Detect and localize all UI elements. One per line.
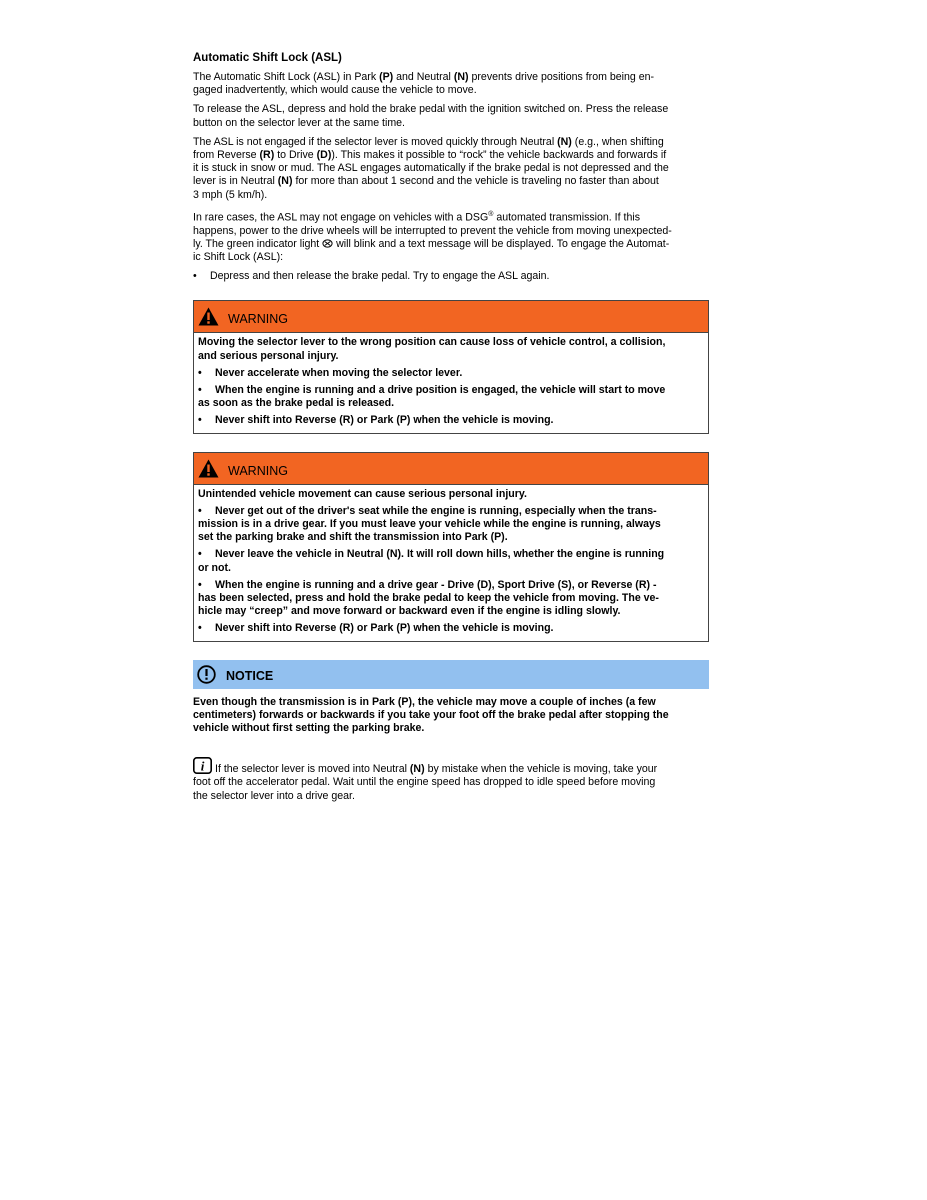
warning-item: • When the engine is running and a drive position is engaged, the vehicle will start to move as soon as the brake pedal is released. bbox=[198, 383, 666, 410]
warning-triangle-icon bbox=[198, 459, 219, 478]
bullet-dot: • bbox=[193, 270, 197, 283]
warning-item: • Never shift into Reverse (R) or Park (P) when the vehicle is moving. bbox=[198, 622, 554, 635]
bullet-item: • Depress and then release the brake pedal. Try to engage the ASL again. bbox=[193, 270, 550, 283]
warning-intro: Moving the selector lever to the wrong position can cause loss of vehicle control, a collision, and serious personal injury. bbox=[198, 336, 666, 362]
indicator-light-icon bbox=[322, 239, 333, 248]
notice-header bbox=[193, 660, 709, 689]
warning-label: WARNING bbox=[228, 312, 288, 327]
warning-item: • Never accelerate when moving the selector lever. bbox=[198, 366, 463, 379]
notice-exclamation-icon bbox=[197, 665, 216, 684]
warning-label: WARNING bbox=[228, 463, 288, 478]
warning-item: • Never shift into Reverse (R) or Park (P) when the vehicle is moving. bbox=[198, 414, 554, 427]
warning-item: • Never leave the vehicle in Neutral (N). It will roll down hills, whether the engine is running or not. bbox=[198, 548, 665, 574]
warning-header bbox=[194, 301, 708, 333]
warning-intro: Unintended vehicle movement can cause serious personal injury. bbox=[198, 487, 527, 500]
section-heading: Automatic Shift Lock (ASL) bbox=[193, 52, 342, 64]
warning-header bbox=[194, 453, 708, 485]
warning-body bbox=[194, 485, 708, 641]
warning-box-selector-lever bbox=[193, 300, 709, 433]
manual-page bbox=[193, 52, 709, 813]
notice-label: NOTICE bbox=[226, 668, 274, 683]
asl-intro-paragraph: The Automatic Shift Lock (ASL) in Park (P) and Neutral (N) prevents drive positions from being en- gaged inadvertently, which would cause the vehicle to move. bbox=[193, 71, 655, 97]
svg-text:i: i bbox=[200, 758, 205, 774]
asl-release-paragraph: To release the ASL, depress and hold the brake pedal with the ignition switched on. Press the release button on the selector lever at the same time. bbox=[193, 103, 669, 129]
warning-item: • Never get out of the driver's seat while the engine is running, especially when the trans- mission is in a drive gear. If you must leave your vehicle while the engine is running, always set the parking brake and shift the transmission into Park (P). bbox=[198, 504, 661, 544]
warning-box-vehicle-movement bbox=[193, 452, 709, 642]
warning-item: • When the engine is running and a drive gear - Drive (D), Sport Drive (S), or Reverse (R) - has been selected, press and hold the brake pedal to keep the vehicle from moving. The ve- hicle may “creep” and move forward or backward even if the engine is idling slowly. bbox=[198, 578, 659, 618]
info-note: i If the selector lever is moved into Neutral (N) by mistake when the vehicle is moving, take your foot off the accelerator pedal. Wait until the engine speed has dropped to idle speed before moving the selector lever into a drive gear. bbox=[193, 758, 658, 802]
warning-triangle-icon bbox=[198, 307, 219, 326]
asl-dsg-paragraph: In rare cases, the ASL may not engage on vehicles with a DSG® automated transmission. If this happens, power to the drive wheels will be interrupted to prevent the vehicle from moving unexpected- ly. The green indicator light will blink and a text message will be displayed. To engage the Automat- ic Shift Lock (ASL): bbox=[193, 210, 672, 263]
asl-rocking-paragraph: The ASL is not engaged if the selector lever is moved quickly through Neutral (N) (e.g., when shifting from Reverse (R) to Drive (D)). This makes it possible to “rock” the vehicle backwards and forwards if it is stuck in snow or mud. The ASL engages automatically if the brake pedal is not depressed and the lever is in Neutral (N) for more than about 1 second and the vehicle is traveling no faster than about 3 mph (5 km/h). bbox=[193, 135, 669, 201]
info-icon bbox=[193, 757, 212, 774]
warning-body bbox=[194, 333, 708, 432]
notice-body: Even though the transmission is in Park (P), the vehicle may move a couple of inches (a few centimeters) forwards or backwards if you take your foot off the brake pedal after stopping the vehicle without first setting the parking brake. bbox=[193, 695, 669, 735]
